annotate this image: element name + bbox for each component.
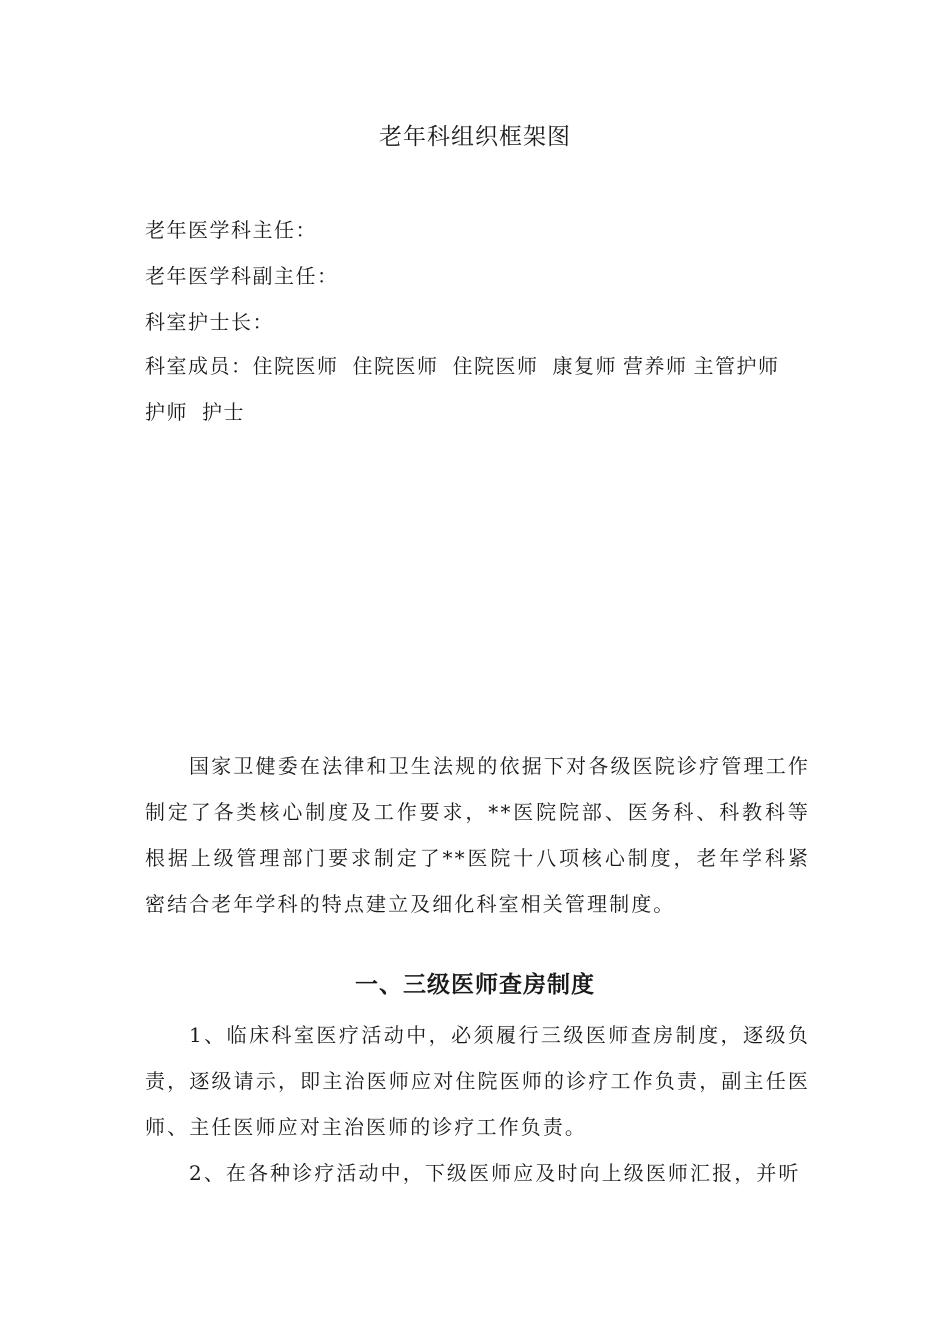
intro-paragraph: 国家卫健委在法律和卫生法规的依据下对各级医院诊疗管理工作制定了各类核心制度及工作要求，**医院院部、医务科、科教科等根据上级管理部门要求制定了**医院十八项核心制度，老年学科紧密结合老年学科的特点建立及细化科室相关管理制度。	[145, 754, 810, 916]
member-role: 康复师	[552, 354, 617, 378]
member-role: 护士	[202, 400, 245, 424]
members-label: 科室成员：	[145, 354, 253, 378]
rule-paragraph-1: 1、临床科室医疗活动中，必须履行三级医师查房制度，逐级负责，逐级请示，即主治医师应对住院医师的诊疗工作负责，副主任医师、主任医师应对主治医师的诊疗工作负责。	[145, 1023, 810, 1139]
member-role: 营养师	[623, 354, 688, 378]
director-label: 老年医学科主任：	[145, 218, 317, 242]
document-title: 老年科组织框架图	[379, 124, 571, 150]
member-role: 住院医师	[452, 354, 539, 378]
rule-paragraph-2: 2、在各种诊疗活动中，下级医师应及时向上级医师汇报，并听	[189, 1161, 801, 1185]
head-nurse-label: 科室护士长：	[145, 310, 274, 334]
member-role: 护师	[145, 400, 188, 424]
member-role: 住院医师	[352, 354, 439, 378]
member-role: 住院医师	[252, 354, 339, 378]
members-line	[145, 343, 810, 435]
section-heading: 一、三级医师查房制度	[355, 972, 595, 998]
deputy-director-label: 老年医学科副主任：	[145, 264, 339, 288]
member-role: 主管护师	[693, 354, 780, 378]
